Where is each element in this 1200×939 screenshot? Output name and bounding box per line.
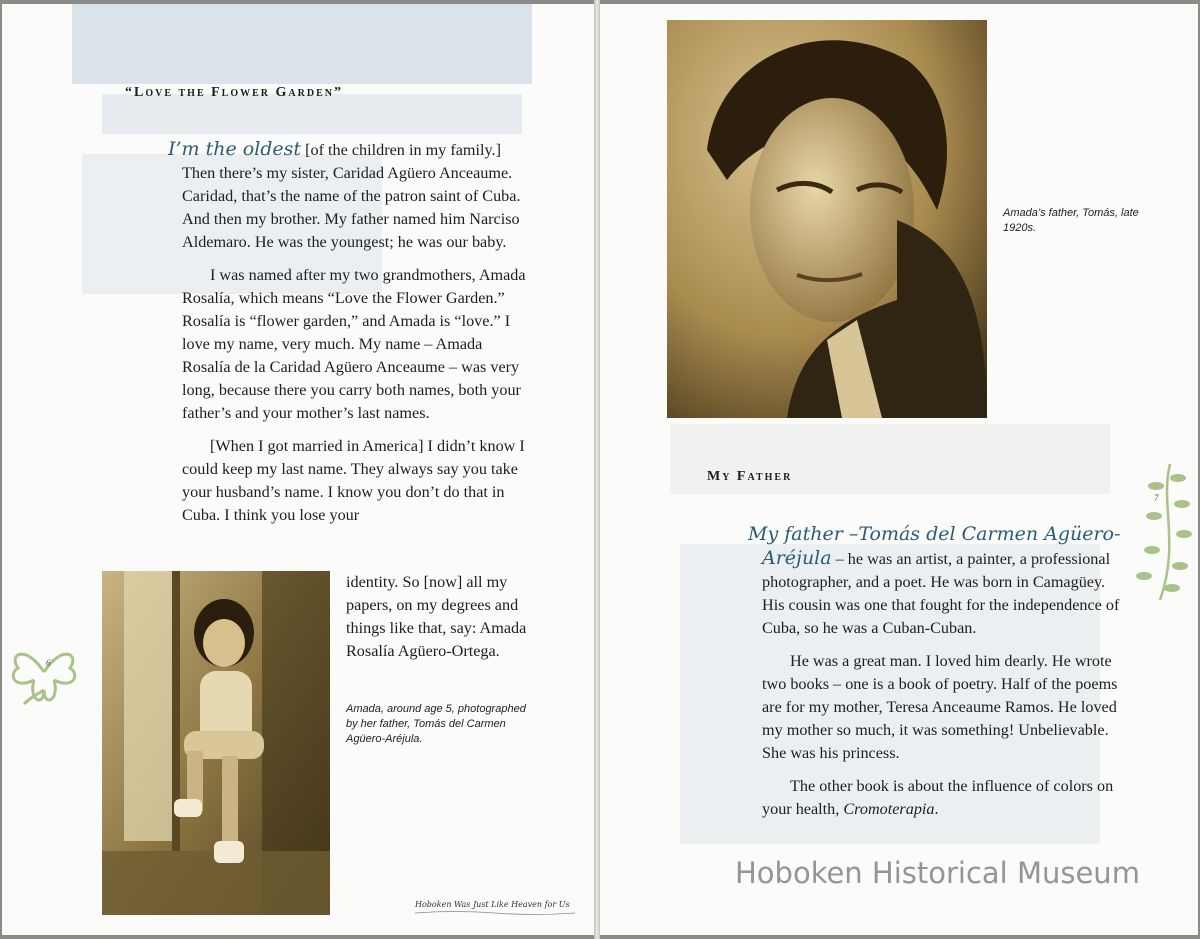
section-heading: “Love the Flower Garden” [125, 85, 343, 100]
vine-ornament-icon [1130, 464, 1198, 600]
paragraph-1-text: – he was an artist, a painter, a professional photographer, and a poet. He was born in Camagüey. His cousin was one that fought for the independence of Cuba, so he was a Cuban-Cuban. [762, 550, 1120, 637]
left-page-number: 6 [46, 658, 51, 668]
book-footer-title: Hoboken Was Just Like Heaven for Us [415, 900, 570, 909]
paragraph-2: I was named after my two grandmothers, Amada Rosalía, which means “Love the Flower Garden.” Rosalía is “flower garden,” and Amada is “love.” I love my name, very much. My name – Amada Rosalía de la Caridad Agüero Anceaume – was very long, because there you carry both names, both your father’s and your mother’s last names. [182, 266, 526, 422]
lead-phrase: I’m the oldest [168, 138, 302, 160]
left-photo-caption: Amada, around age 5, photographed by her father, Tomás del Carmen Agüero-Aréjula. [346, 703, 526, 745]
paragraph-1-text: [of the children in my family.] Then there’s my sister, Caridad Agüero Anceaume. Caridad, that’s the name of the patron saint of Cuba. And then my brother. My father named him Narciso Aldemaro. He was the youngest; he was our baby. [182, 141, 521, 251]
tomas-portrait-photo [667, 20, 987, 418]
right-photo-caption: Amada’s father, Tomás, late 1920s. [1003, 207, 1139, 234]
footer-rule [415, 910, 575, 916]
paragraph-1 [748, 523, 1122, 640]
paragraph-3-text: The other book is about the influence of colors on your health, [762, 777, 1114, 818]
paragraph-1 [168, 138, 527, 254]
left-body-text [168, 138, 527, 527]
book-title-cromoterapia: Cromoterapia [843, 800, 935, 818]
paragraph-3-side: identity. So [now] all my papers, on my degrees and things like that, say: Amada Rosalía Agüero-Ortega. [346, 573, 527, 660]
flower-ornament-icon [6, 634, 82, 712]
left-page [2, 4, 594, 935]
section-heading: My Father [707, 469, 793, 484]
amada-childhood-photo [102, 571, 330, 915]
right-page-number: 7 [1154, 493, 1159, 503]
paragraph-3-end: . [934, 800, 939, 818]
right-body-text [748, 523, 1122, 831]
paragraph-2: He was a great man. I loved him dearly. He wrote two books – one is a book of poetry. Half of the poems are for my mother, Teresa Anceaume Ramos. He loved my mother so much, it was something! Unbelievable. She was his princess. [762, 652, 1118, 762]
museum-watermark: Hoboken Historical Museum [735, 856, 1140, 890]
right-page [600, 4, 1198, 935]
paragraph-3-top: [When I got married in America] I didn’t know I could keep my last name. They always say you take your husband’s name. I know you don’t do that in Cuba. I think you lose your [182, 437, 525, 524]
lead-phrase: My father –Tomás del Carmen Agüero-Aréjula [748, 523, 1121, 569]
paragraph-3 [762, 775, 1122, 821]
